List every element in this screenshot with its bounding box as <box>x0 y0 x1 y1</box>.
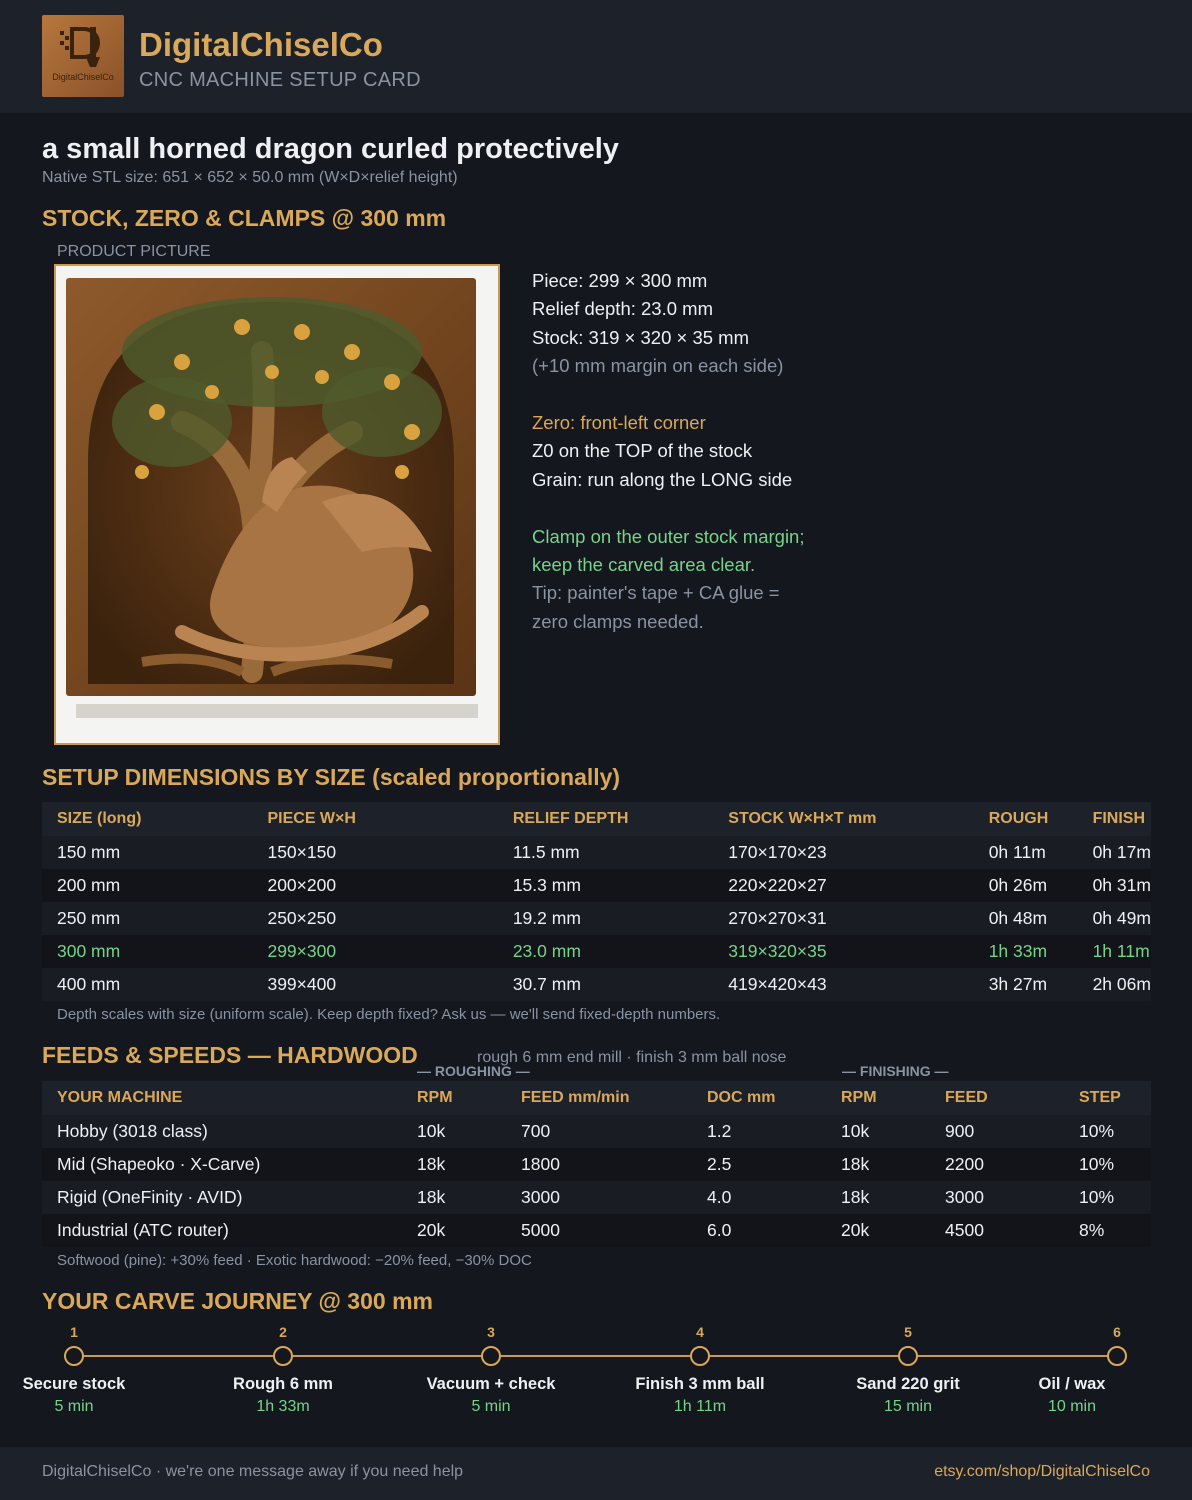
cell: 400 mm <box>42 968 252 1001</box>
cell: 10k <box>826 1115 930 1148</box>
step-label: Finish 3 mm ball <box>635 1375 765 1393</box>
cell: 0h 48m <box>974 902 1078 935</box>
cell: 3000 <box>930 1181 1064 1214</box>
brand-logo <box>42 15 124 97</box>
roughing-group-label: — ROUGHING — <box>417 1063 530 1079</box>
step-marker <box>690 1346 710 1366</box>
wood-adjust-note: Softwood (pine): +30% feed · Exotic hardwood: −20% feed, −30% DOC <box>57 1252 532 1269</box>
size-table <box>42 802 1151 1001</box>
product-picture-label: PRODUCT PICTURE <box>57 243 211 260</box>
step-number: 2 <box>279 1324 287 1340</box>
step-label: Sand 220 grit <box>856 1375 960 1393</box>
header <box>0 0 1192 113</box>
cell: 2200 <box>930 1148 1064 1181</box>
table-row <box>42 1115 1151 1148</box>
cell: 0h 17m <box>1078 836 1151 869</box>
cell: 30.7 mm <box>498 968 713 1001</box>
cell: 18k <box>402 1181 506 1214</box>
col-doc: DOC mm <box>692 1081 826 1115</box>
tooling-note: rough 6 mm end mill · finish 3 mm ball nose <box>477 1049 787 1066</box>
step-number: 4 <box>696 1324 704 1340</box>
col-finish: FINISH <box>1078 802 1151 836</box>
step-marker <box>1107 1346 1127 1366</box>
product-picture <box>54 264 500 745</box>
footer-contact: DigitalChiselCo · we're one message away if you need help <box>42 1463 464 1480</box>
cell: 10% <box>1064 1148 1151 1181</box>
cell: 1.2 <box>692 1115 826 1148</box>
col-size: SIZE (long) <box>42 802 252 836</box>
cell: 4500 <box>930 1214 1064 1247</box>
cell: 419×420×43 <box>713 968 973 1001</box>
table-row <box>42 968 1151 1001</box>
shop-link[interactable]: etsy.com/shop/DigitalChiselCo <box>934 1463 1150 1480</box>
step-label: Secure stock <box>22 1375 126 1393</box>
feeds-section-heading: FEEDS & SPEEDS — HARDWOOD <box>42 1042 418 1068</box>
cell: 11.5 mm <box>498 836 713 869</box>
cell: 20k <box>826 1214 930 1247</box>
cell: 10% <box>1064 1115 1151 1148</box>
zero-point: Zero: front-left corner <box>532 411 706 433</box>
step-time: 1h 11m <box>673 1398 727 1415</box>
cell: 170×170×23 <box>713 836 973 869</box>
cell: Hobby (3018 class) <box>42 1115 402 1148</box>
tip-note-2: zero clamps needed. <box>532 610 704 632</box>
cell: Mid (Shapeoko · X-Carve) <box>42 1148 402 1181</box>
feeds-table-header <box>42 1081 1151 1115</box>
table-row <box>42 1214 1151 1247</box>
stock-section-heading: STOCK, ZERO & CLAMPS @ 300 mm <box>42 205 447 231</box>
cell: 18k <box>402 1148 506 1181</box>
cell: 300 mm <box>42 935 252 968</box>
step-number: 5 <box>904 1324 912 1340</box>
table-row <box>42 1148 1151 1181</box>
cell: 900 <box>930 1115 1064 1148</box>
table-row <box>42 902 1151 935</box>
relief-depth: Relief depth: 23.0 mm <box>532 298 713 320</box>
cell: 0h 49m <box>1078 902 1151 935</box>
table-row <box>42 1181 1151 1214</box>
cell: 2.5 <box>692 1148 826 1181</box>
step-marker <box>273 1346 293 1366</box>
cell: 319×320×35 <box>713 935 973 968</box>
margin-note: (+10 mm margin on each side) <box>532 355 784 377</box>
cell: 10% <box>1064 1181 1151 1214</box>
col-finish-feed: FEED <box>930 1081 1064 1115</box>
cell: 299×300 <box>252 935 497 968</box>
piece-size: Piece: 299 × 300 mm <box>532 270 708 291</box>
brand-name: DigitalChiselCo <box>139 26 383 63</box>
step-label: Vacuum + check <box>426 1375 556 1393</box>
cell: 250 mm <box>42 902 252 935</box>
col-step: STEP <box>1064 1081 1151 1115</box>
journey-track <box>74 1355 1118 1357</box>
cell: 20k <box>402 1214 506 1247</box>
size-section-heading: SETUP DIMENSIONS BY SIZE (scaled proportionally) <box>42 764 621 790</box>
journey-heading: YOUR CARVE JOURNEY @ 300 mm <box>42 1288 433 1314</box>
cell: 270×270×31 <box>713 902 973 935</box>
table-row <box>42 869 1151 902</box>
cell: 0h 31m <box>1078 869 1151 902</box>
step-time: 5 min <box>471 1398 511 1415</box>
step-label: Oil / wax <box>1038 1375 1106 1393</box>
cell: 4.0 <box>692 1181 826 1214</box>
cell: 150×150 <box>252 836 497 869</box>
step-label: Rough 6 mm <box>233 1375 333 1393</box>
clamp-note-1: Clamp on the outer stock margin; <box>532 525 805 547</box>
cell: 0h 26m <box>974 869 1078 902</box>
step-number: 3 <box>487 1324 495 1340</box>
col-relief: RELIEF DEPTH <box>498 802 713 836</box>
logo-text: DigitalChiselCo <box>52 72 114 82</box>
cell: 250×250 <box>252 902 497 935</box>
cell: 5000 <box>506 1214 692 1247</box>
col-piece: PIECE W×H <box>252 802 497 836</box>
step-time: 10 min <box>1047 1398 1097 1415</box>
table-row-highlighted <box>42 935 1151 968</box>
step-time: 5 min <box>54 1398 94 1415</box>
cell: 15.3 mm <box>498 869 713 902</box>
size-note: Depth scales with size (uniform scale). Keep depth fixed? Ask us — we'll send fixed-depth numbers. <box>57 1006 721 1023</box>
cell: 18k <box>826 1181 930 1214</box>
col-rough: ROUGH <box>974 802 1078 836</box>
table-row <box>42 836 1151 869</box>
step-marker <box>898 1346 918 1366</box>
cell: 1h 11m <box>1078 935 1151 968</box>
native-size: Native STL size: 651 × 652 × 50.0 mm (W×D×relief height) <box>42 169 458 186</box>
tip-note-1: Tip: painter's tape + CA glue = <box>532 582 780 604</box>
project-title: a small horned dragon curled protectively <box>42 133 619 165</box>
cell: 10k <box>402 1115 506 1148</box>
cell: 8% <box>1064 1214 1151 1247</box>
footer <box>0 1447 1192 1500</box>
cell: 3h 27m <box>974 968 1078 1001</box>
stock-info <box>532 267 1092 636</box>
col-finish-rpm: RPM <box>826 1081 930 1115</box>
cell: 3000 <box>506 1181 692 1214</box>
cell: 200 mm <box>42 869 252 902</box>
step-number: 1 <box>70 1324 78 1340</box>
cell: Industrial (ATC router) <box>42 1214 402 1247</box>
col-stock: STOCK W×H×T mm <box>713 802 973 836</box>
cell: 700 <box>506 1115 692 1148</box>
cell: Rigid (OneFinity · AVID) <box>42 1181 402 1214</box>
cell: 1h 33m <box>974 935 1078 968</box>
cell: 19.2 mm <box>498 902 713 935</box>
col-rough-feed: FEED mm/min <box>506 1081 692 1115</box>
cell: 18k <box>826 1148 930 1181</box>
cell: 200×200 <box>252 869 497 902</box>
step-marker <box>481 1346 501 1366</box>
card-type: CNC MACHINE SETUP CARD <box>139 69 421 91</box>
step-marker <box>64 1346 84 1366</box>
clamp-note-2: keep the carved area clear. <box>532 553 756 575</box>
chisel-logo-icon <box>56 23 110 71</box>
col-machine: YOUR MACHINE <box>42 1081 402 1115</box>
cell: 220×220×27 <box>713 869 973 902</box>
step-time: 1h 33m <box>256 1398 310 1415</box>
cell: 2h 06m <box>1078 968 1151 1001</box>
size-table-header <box>42 802 1151 836</box>
stock-size: Stock: 319 × 320 × 35 mm <box>532 326 749 348</box>
step-number: 6 <box>1113 1324 1121 1340</box>
carved-relief-image <box>62 272 492 737</box>
cell: 1800 <box>506 1148 692 1181</box>
z0-note: Z0 on the TOP of the stock <box>532 440 753 462</box>
cell: 6.0 <box>692 1214 826 1247</box>
finishing-group-label: — FINISHING — <box>842 1063 949 1079</box>
feeds-table <box>42 1081 1151 1247</box>
cell: 399×400 <box>252 968 497 1001</box>
step-time: 15 min <box>883 1398 933 1415</box>
cell: 23.0 mm <box>498 935 713 968</box>
col-rough-rpm: RPM <box>402 1081 506 1115</box>
grain-note: Grain: run along the LONG side <box>532 468 793 490</box>
cell: 150 mm <box>42 836 252 869</box>
cell: 0h 11m <box>974 836 1078 869</box>
